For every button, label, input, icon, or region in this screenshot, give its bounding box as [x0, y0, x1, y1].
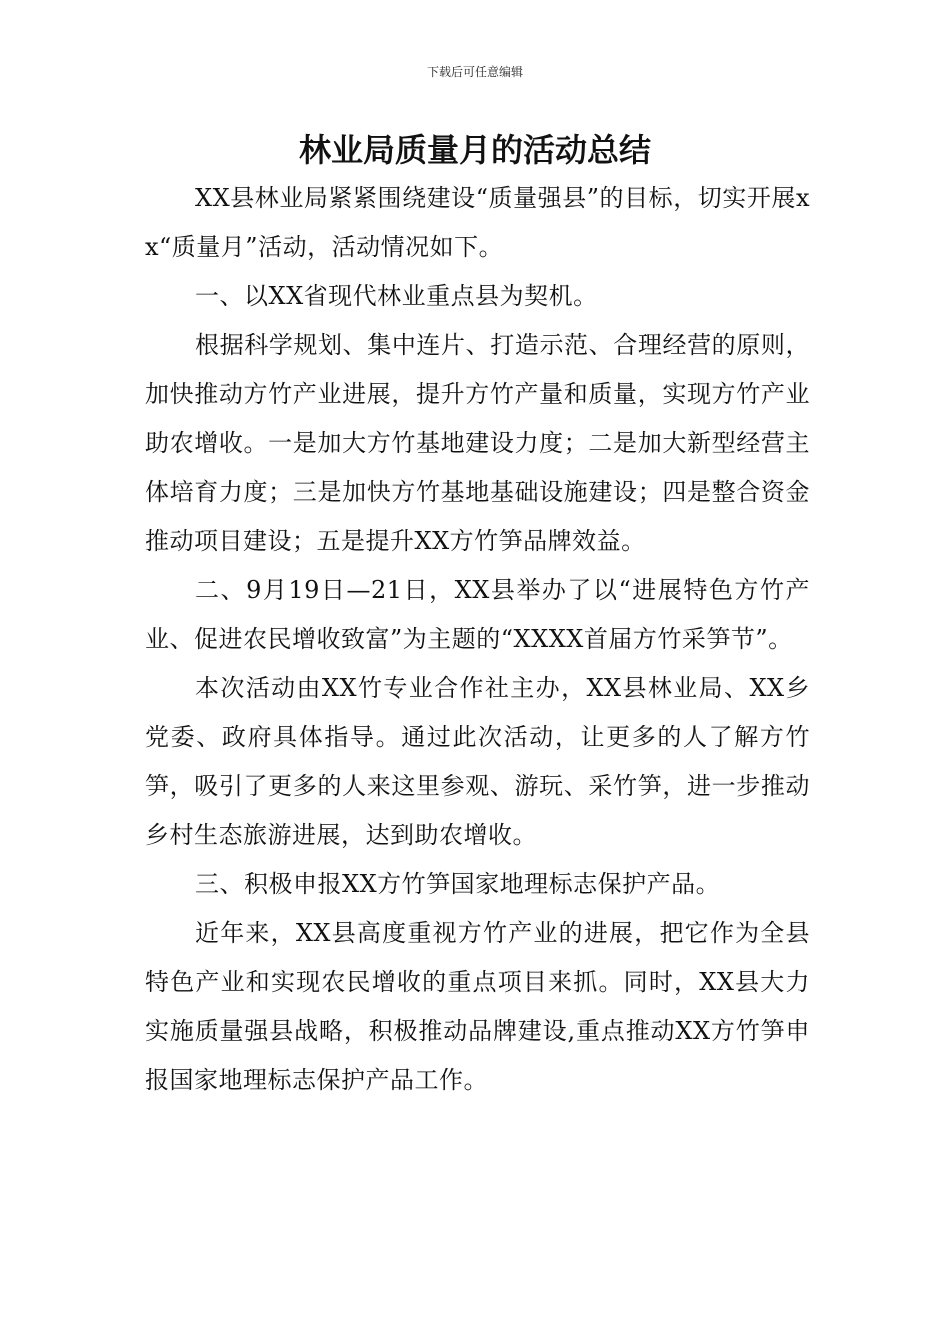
document-body: [145, 174, 810, 1105]
section-heading-2: 二、9月19日—21日，XX县举办了以“进展特色方竹产业、促进农民增收致富”为主题的“XXXX首届方竹采笋节”。: [145, 576, 810, 653]
section-heading-3: 三、积极申报XX方竹笋国家地理标志保护产品。: [195, 870, 721, 898]
document-title: 林业局质量月的活动总结: [298, 131, 651, 169]
paragraph-section-1: 根据科学规划、集中连片、打造示范、合理经营的原则，加快推动方竹产业进展，提升方竹产量和质量，实现方竹产业助农增收。一是加大方竹基地建设力度；二是加大新型经营主体培育力度；三是加快方竹基地基础设施建设；四是整合资金推动项目建设；五是提升XX方竹笋品牌效益。: [145, 331, 810, 555]
section-heading-1: 一、以XX省现代林业重点县为契机。: [195, 282, 598, 310]
header-note: 下载后可任意编辑: [426, 65, 523, 79]
paragraph-intro: XX县林业局紧紧围绕建设“质量强县”的目标，切实开展xx“质量月”活动，活动情况如下。: [145, 184, 810, 261]
paragraph-section-3: 近年来，XX县高度重视方竹产业的进展，把它作为全县特色产业和实现农民增收的重点项目来抓。同时，XX县大力实施质量强县战略，积极推动品牌建设,重点推动XX方竹笋申报国家地理标志保护产品工作。: [145, 919, 810, 1094]
paragraph-section-2: 本次活动由XX竹专业合作社主办，XX县林业局、XX乡党委、政府具体指导。通过此次活动，让更多的人了解方竹笋，吸引了更多的人来这里参观、游玩、采竹笋，进一步推动乡村生态旅游进展，达到助农增收。: [145, 674, 810, 849]
